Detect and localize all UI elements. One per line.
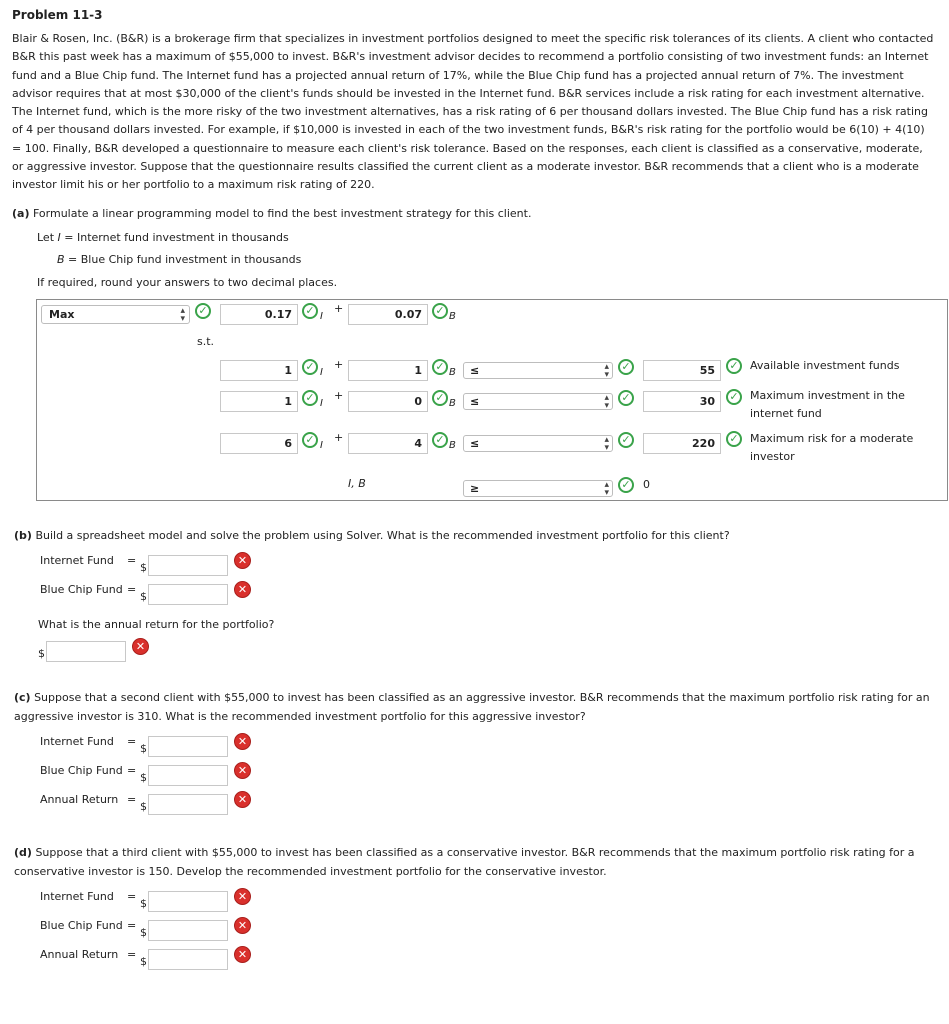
c3-coef-i-input[interactable]: 6 — [220, 433, 298, 454]
equals-sign: = — [127, 583, 137, 596]
equals-sign: = — [127, 764, 137, 777]
c-bluechip-input[interactable] — [148, 765, 228, 786]
part-d-text: Suppose that a third client with $55,000 to invest has been classified as a conservative investor. B&R recommends that the maximum portfolio risk rating for a conservative investor is 150. Develop the recommended investment portfolio for the conservative investor. — [14, 846, 915, 878]
nonneg-inequality-value: ≥ — [470, 482, 480, 495]
part-a-letter: (a) — [12, 207, 30, 220]
c2-inequality-value: ≤ — [470, 395, 480, 408]
objective-coef-b-input[interactable]: 0.07 — [348, 304, 428, 325]
var-i-label: I — [320, 440, 323, 451]
check-circle-icon: ✓ — [618, 390, 634, 406]
problem-title: Problem 11-3 — [12, 8, 103, 22]
dollar-sign: $ — [140, 800, 147, 813]
check-circle-icon: ✓ — [432, 432, 448, 448]
d-return-label: Annual Return — [40, 948, 119, 961]
part-d-question — [14, 844, 939, 881]
part-c-letter: (c) — [14, 691, 31, 704]
c2-rhs-input[interactable]: 30 — [643, 391, 721, 412]
c1-description: Available investment funds — [750, 359, 900, 372]
equals-sign: = — [127, 793, 137, 806]
rounding-note: If required, round your answers to two decimal places. — [37, 276, 338, 289]
x-circle-icon: ✕ — [234, 762, 251, 779]
c3-rhs-input[interactable]: 220 — [643, 433, 721, 454]
plus-sign: + — [334, 358, 344, 371]
check-circle-icon: ✓ — [302, 359, 318, 375]
d-bluechip-input[interactable] — [148, 920, 228, 941]
d-internet-label: Internet Fund — [40, 890, 114, 903]
objective-sense-select[interactable] — [41, 305, 190, 324]
part-d-letter: (d) — [14, 846, 32, 859]
var-b-label: B — [449, 440, 456, 451]
var-i-symbol: I — [57, 231, 61, 244]
c3-inequality-select[interactable] — [463, 435, 613, 452]
var-b-symbol: B — [57, 253, 65, 266]
equals-sign: = — [127, 890, 137, 903]
b-return-question: What is the annual return for the portfolio? — [38, 618, 275, 631]
x-circle-icon: ✕ — [132, 638, 149, 655]
check-circle-icon: ✓ — [618, 477, 634, 493]
plus-sign: + — [334, 302, 344, 315]
dollar-sign: $ — [140, 561, 147, 574]
equals-sign: = — [127, 948, 137, 961]
x-circle-icon: ✕ — [234, 917, 251, 934]
part-b-question — [14, 527, 730, 546]
check-circle-icon: ✓ — [726, 431, 742, 447]
c1-inequality-value: ≤ — [470, 364, 480, 377]
check-circle-icon: ✓ — [432, 303, 448, 319]
nonneg-rhs: 0 — [643, 478, 650, 491]
var-def-b — [57, 253, 301, 266]
b-internet-input[interactable] — [148, 555, 228, 576]
objective-sense-value: Max — [49, 308, 75, 321]
part-a-text: Formulate a linear programming model to find the best investment strategy for this client. — [32, 207, 532, 220]
check-circle-icon: ✓ — [726, 358, 742, 374]
c1-rhs-input[interactable]: 55 — [643, 360, 721, 381]
select-updown-icon: ▴ ▾ — [604, 362, 609, 380]
check-circle-icon: ✓ — [302, 390, 318, 406]
c-internet-input[interactable] — [148, 736, 228, 757]
c3-coef-b-input[interactable]: 4 — [348, 433, 428, 454]
var-b-label: B — [449, 311, 456, 322]
select-updown-icon: ▴ ▾ — [180, 306, 185, 324]
select-updown-icon: ▴ ▾ — [604, 435, 609, 453]
var-i-label: I — [320, 311, 323, 322]
d-internet-input[interactable] — [148, 891, 228, 912]
x-circle-icon: ✕ — [234, 946, 251, 963]
nonneg-inequality-select[interactable] — [463, 480, 613, 497]
d-return-input[interactable] — [148, 949, 228, 970]
plus-sign: + — [334, 389, 344, 402]
problem-statement: Blair & Rosen, Inc. (B&R) is a brokerage firm that specializes in investment portfolios designed to meet the specific risk tolerances of its clients. A client who contacted B&R this past week has a maximum of $55,000 to invest. B&R's investment advisor decides to recommend a portfolio consisting of two investment funds: an Internet fund and a Blue Chip fund. The Internet fund has a projected annual return of 17%, while the Blue Chip fund has a projected annual return of 7%. The investment advisor requires that at most $30,000 of the client's funds should be invested in the Internet fund. B&R services include a risk rating for each investment alternative. The Internet fund, which is the more risky of the two investment alternatives, has a risk rating of 6 per thousand dollars invested. The Blue Chip fund has a risk rating of 4 per thousand dollars invested. For example, if $10,000 is invested in each of the two investment funds, B&R's risk rating for the portfolio would be 6(10) + 4(10) = 100. Finally, B&R developed a questionnaire to measure each client's risk tolerance. Based on the responses, each client is classified as a conservative, moderate, or aggressive investor. Suppose that the questionnaire results classified the current client as a moderate investor. B&R recommends that a client who is a moderate investor limit his or her portfolio to a maximum risk rating of 220. — [12, 32, 934, 192]
subject-to-label: s.t. — [197, 335, 215, 348]
var-i-label: I — [320, 398, 323, 409]
dollar-sign: $ — [140, 742, 147, 755]
equals-sign: = — [127, 735, 137, 748]
c1-coef-i-input[interactable]: 1 — [220, 360, 298, 381]
check-circle-icon: ✓ — [432, 359, 448, 375]
c3-inequality-value: ≤ — [470, 437, 480, 450]
check-circle-icon: ✓ — [618, 359, 634, 375]
d-bluechip-label: Blue Chip Fund — [40, 919, 123, 932]
b-internet-label: Internet Fund — [40, 554, 114, 567]
var-def-i — [37, 231, 289, 244]
c3-description: Maximum risk for a moderate investor — [750, 432, 914, 463]
part-c-question — [14, 689, 939, 726]
check-circle-icon: ✓ — [302, 432, 318, 448]
equals-sign: = — [127, 554, 137, 567]
dollar-sign: $ — [140, 955, 147, 968]
c2-coef-b-input[interactable]: 0 — [348, 391, 428, 412]
c2-coef-i-input[interactable]: 1 — [220, 391, 298, 412]
x-circle-icon: ✕ — [234, 552, 251, 569]
x-circle-icon: ✕ — [234, 791, 251, 808]
x-circle-icon: ✕ — [234, 581, 251, 598]
part-b-letter: (b) — [14, 529, 32, 542]
plus-sign: + — [334, 431, 344, 444]
select-updown-icon: ▴ ▾ — [604, 480, 609, 498]
c1-inequality-select[interactable] — [463, 362, 613, 379]
dollar-sign: $ — [140, 926, 147, 939]
x-circle-icon: ✕ — [234, 733, 251, 750]
c-return-input[interactable] — [148, 794, 228, 815]
b-bluechip-label: Blue Chip Fund — [40, 583, 123, 596]
var-b-label: B — [449, 398, 456, 409]
equals-sign: = — [127, 919, 137, 932]
dollar-sign: $ — [140, 590, 147, 603]
check-circle-icon: ✓ — [432, 390, 448, 406]
var-i-label: I — [320, 367, 323, 378]
c2-description: Maximum investment in the internet fund — [750, 389, 905, 420]
part-a-question — [12, 205, 531, 224]
b-return-input[interactable] — [46, 641, 126, 662]
var-i-definition: = Internet fund investment in thousands — [60, 231, 289, 244]
let-prefix: Let — [37, 231, 58, 244]
c-internet-label: Internet Fund — [40, 735, 114, 748]
dollar-sign: $ — [140, 897, 147, 910]
dollar-sign: $ — [38, 647, 45, 660]
c-bluechip-label: Blue Chip Fund — [40, 764, 123, 777]
check-circle-icon: ✓ — [302, 303, 318, 319]
dollar-sign: $ — [140, 771, 147, 784]
objective-coef-i-input[interactable]: 0.17 — [220, 304, 298, 325]
c-return-label: Annual Return — [40, 793, 119, 806]
var-b-definition: = Blue Chip fund investment in thousands — [64, 253, 302, 266]
part-c-text: Suppose that a second client with $55,000 to invest has been classified as an aggressive investor. B&R recommends that the maximum portfolio risk rating for an aggressive investor is 310. What is the recommended investment portfolio for this aggressive investor? — [14, 691, 930, 723]
var-b-label: B — [449, 367, 456, 378]
x-circle-icon: ✕ — [234, 888, 251, 905]
b-bluechip-input[interactable] — [148, 584, 228, 605]
part-b-text: Build a spreadsheet model and solve the problem using Solver. What is the recommended investment portfolio for this client? — [35, 529, 730, 542]
c1-coef-b-input[interactable]: 1 — [348, 360, 428, 381]
check-circle-icon: ✓ — [726, 389, 742, 405]
nonneg-vars: I, B — [348, 477, 366, 490]
c2-inequality-select[interactable] — [463, 393, 613, 410]
check-circle-icon: ✓ — [195, 303, 211, 319]
check-circle-icon: ✓ — [618, 432, 634, 448]
select-updown-icon: ▴ ▾ — [604, 393, 609, 411]
